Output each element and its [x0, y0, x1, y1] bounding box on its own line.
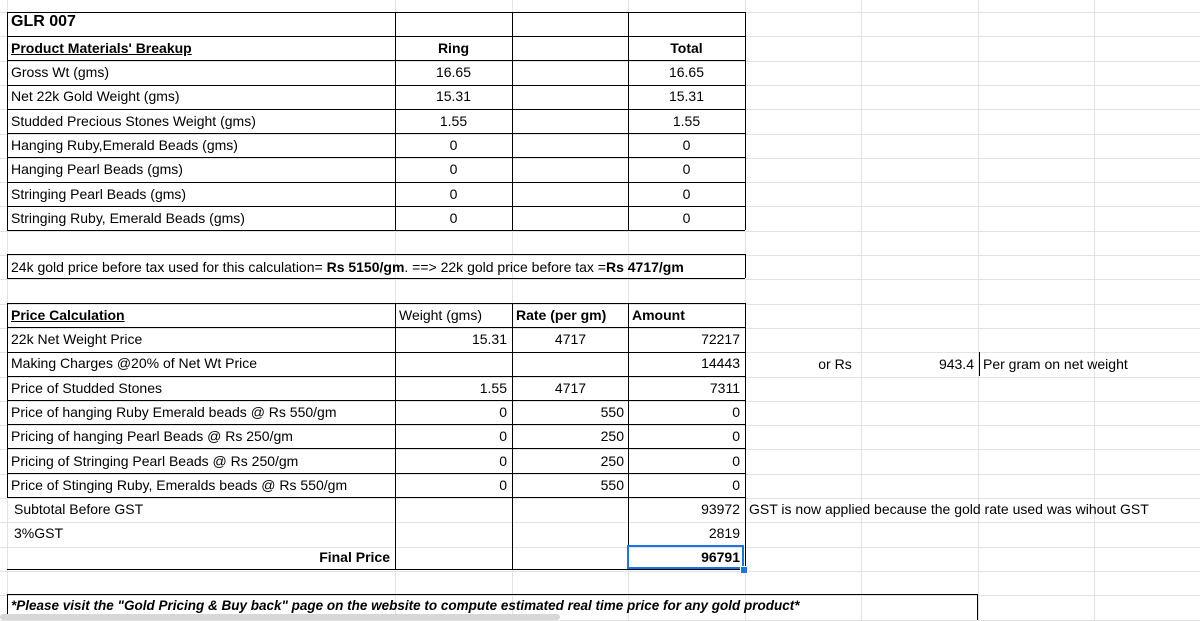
table-border: [7, 12, 8, 230]
calc-row-label[interactable]: Pricing of Stringing Pearl Beads @ Rs 250/gm: [11, 453, 299, 469]
breakup-row-ring[interactable]: 0: [449, 210, 458, 226]
breakup-row-label[interactable]: Net 22k Gold Weight (gms): [11, 88, 180, 104]
per-gram-label[interactable]: Per gram on net weight: [983, 356, 1128, 372]
gridline-vertical: [978, 0, 979, 620]
breakup-row-ring[interactable]: 15.31: [435, 88, 472, 104]
selected-cell-outline: [627, 545, 744, 569]
subtotal-label[interactable]: Subtotal Before GST: [14, 501, 144, 517]
calc-row-label[interactable]: Pricing of hanging Pearl Beads @ Rs 250/gm: [11, 428, 293, 444]
calc-row-label[interactable]: Price of Stinging Ruby, Emeralds beads @ Rs 550/gm: [11, 477, 348, 493]
calc-row-rate[interactable]: [512, 351, 629, 375]
breakup-row-total[interactable]: 15.31: [668, 88, 705, 104]
calc-row-weight[interactable]: 1.55: [479, 380, 507, 396]
calc-row-weight[interactable]: 15.31: [471, 331, 507, 347]
gold-note-middle: . ==> 22k gold price before tax =: [404, 259, 606, 275]
gst-value[interactable]: 2819: [708, 525, 740, 541]
breakup-row-label[interactable]: Hanging Pearl Beads (gms): [11, 161, 183, 177]
breakup-row-total[interactable]: 0: [682, 161, 691, 177]
final-price-label[interactable]: Final Price: [319, 549, 390, 565]
horizontal-scrollbar[interactable]: [0, 614, 560, 620]
table-border: [7, 303, 8, 497]
gridline-horizontal: [0, 231, 1200, 232]
table-border: [979, 352, 980, 376]
col-header-total[interactable]: Total: [670, 40, 703, 56]
table-border: [745, 497, 746, 521]
table-border: [395, 497, 396, 569]
col-header-rate[interactable]: Rate (per gm): [516, 307, 607, 323]
gold-price-24k: Rs 5150/gm: [326, 259, 405, 275]
table-border: [745, 303, 746, 497]
gridline-vertical: [1094, 0, 1095, 620]
product-code-cell[interactable]: GLR 007: [11, 13, 76, 30]
footer-note[interactable]: *Please visit the "Gold Pricing & Buy back" page on the website to compute estimated real time price for any gold product*: [11, 598, 800, 613]
breakup-row-label[interactable]: Studded Precious Stones Weight (gms): [11, 113, 256, 129]
breakup-row-total[interactable]: 0: [682, 137, 691, 153]
table-border: [745, 12, 746, 230]
gridline-horizontal: [0, 522, 1200, 523]
gst-label[interactable]: 3%GST: [14, 525, 64, 541]
calc-row-weight[interactable]: 0: [499, 428, 507, 444]
calc-row-label[interactable]: Price of hanging Ruby Emerald beads @ Rs 550/gm: [11, 404, 337, 420]
breakup-row-total[interactable]: 0: [682, 186, 691, 202]
calc-row-amount[interactable]: 0: [732, 477, 740, 493]
col-header-ring[interactable]: Ring: [437, 40, 470, 56]
calc-row-rate[interactable]: 550: [600, 404, 624, 420]
calc-row-amount[interactable]: 14443: [701, 355, 740, 371]
breakup-row-label[interactable]: Stringing Pearl Beads (gms): [11, 186, 187, 202]
calc-row-amount[interactable]: 0: [732, 404, 740, 420]
breakup-row-ring[interactable]: 0: [449, 186, 458, 202]
table-border: [977, 594, 978, 620]
breakup-row-label[interactable]: Hanging Ruby,Emerald Beads (gms): [11, 137, 238, 153]
calc-row-label[interactable]: Price of Studded Stones: [11, 380, 162, 396]
table-border: [7, 12, 745, 13]
breakup-row-ring[interactable]: 16.65: [435, 64, 472, 80]
breakup-row-total[interactable]: 16.65: [668, 64, 705, 80]
subtotal-value[interactable]: 93972: [701, 501, 740, 517]
gold-price-note[interactable]: [11, 255, 684, 279]
or-rs-label[interactable]: or Rs: [818, 356, 852, 372]
calc-row-weight[interactable]: 0: [499, 404, 507, 420]
per-gram-value[interactable]: 943.4: [938, 356, 974, 372]
fill-handle[interactable]: [740, 566, 748, 574]
calc-row-weight[interactable]: 0: [499, 453, 507, 469]
breakup-heading[interactable]: Product Materials' Breakup: [11, 40, 192, 56]
table-border: [7, 254, 8, 278]
breakup-row-label[interactable]: Gross Wt (gms): [11, 64, 109, 80]
col-header-amount[interactable]: Amount: [632, 307, 685, 323]
gst-note[interactable]: GST is now applied because the gold rate used was wihout GST: [749, 501, 1149, 517]
calc-row-rate[interactable]: 250: [600, 453, 624, 469]
breakup-row-total[interactable]: 0: [682, 210, 691, 226]
gold-price-22k: Rs 4717/gm: [605, 259, 684, 275]
calc-row-rate[interactable]: 250: [600, 428, 624, 444]
gridline-horizontal: [0, 279, 1200, 280]
final-price-value[interactable]: 96791: [701, 549, 740, 565]
breakup-row-ring[interactable]: 0: [449, 137, 458, 153]
col-header-weight[interactable]: Weight (gms): [399, 307, 482, 323]
calc-row-rate[interactable]: 550: [600, 477, 624, 493]
gridline-vertical: [861, 0, 862, 620]
calc-row-weight[interactable]: 0: [499, 477, 507, 493]
table-border: [512, 12, 513, 230]
gridline-horizontal: [0, 61, 1200, 62]
calc-row-rate[interactable]: 4717: [554, 331, 587, 347]
gold-note-prefix: 24k gold price before tax used for this calculation=: [11, 259, 327, 275]
calc-row-rate[interactable]: 4717: [554, 380, 587, 396]
breakup-row-ring[interactable]: 1.55: [439, 113, 468, 129]
calc-row-weight[interactable]: [395, 351, 507, 375]
breakup-row-label[interactable]: Stringing Ruby, Emerald Beads (gms): [11, 210, 245, 226]
table-border: [7, 569, 745, 570]
price-calc-heading[interactable]: Price Calculation: [11, 307, 125, 323]
calc-row-label[interactable]: Making Charges @20% of Net Wt Price: [11, 355, 258, 371]
breakup-row-ring[interactable]: 0: [449, 161, 458, 177]
calc-row-amount[interactable]: 0: [732, 453, 740, 469]
table-border: [7, 230, 745, 231]
calc-row-label[interactable]: 22k Net Weight Price: [11, 331, 143, 347]
breakup-row-total[interactable]: 1.55: [672, 113, 701, 129]
calc-row-amount[interactable]: 7311: [709, 380, 740, 396]
calc-row-amount[interactable]: 72217: [701, 331, 740, 347]
calc-row-amount[interactable]: 0: [732, 428, 740, 444]
table-border: [745, 254, 746, 278]
table-border: [512, 497, 513, 569]
gridline-horizontal: [0, 571, 1200, 572]
